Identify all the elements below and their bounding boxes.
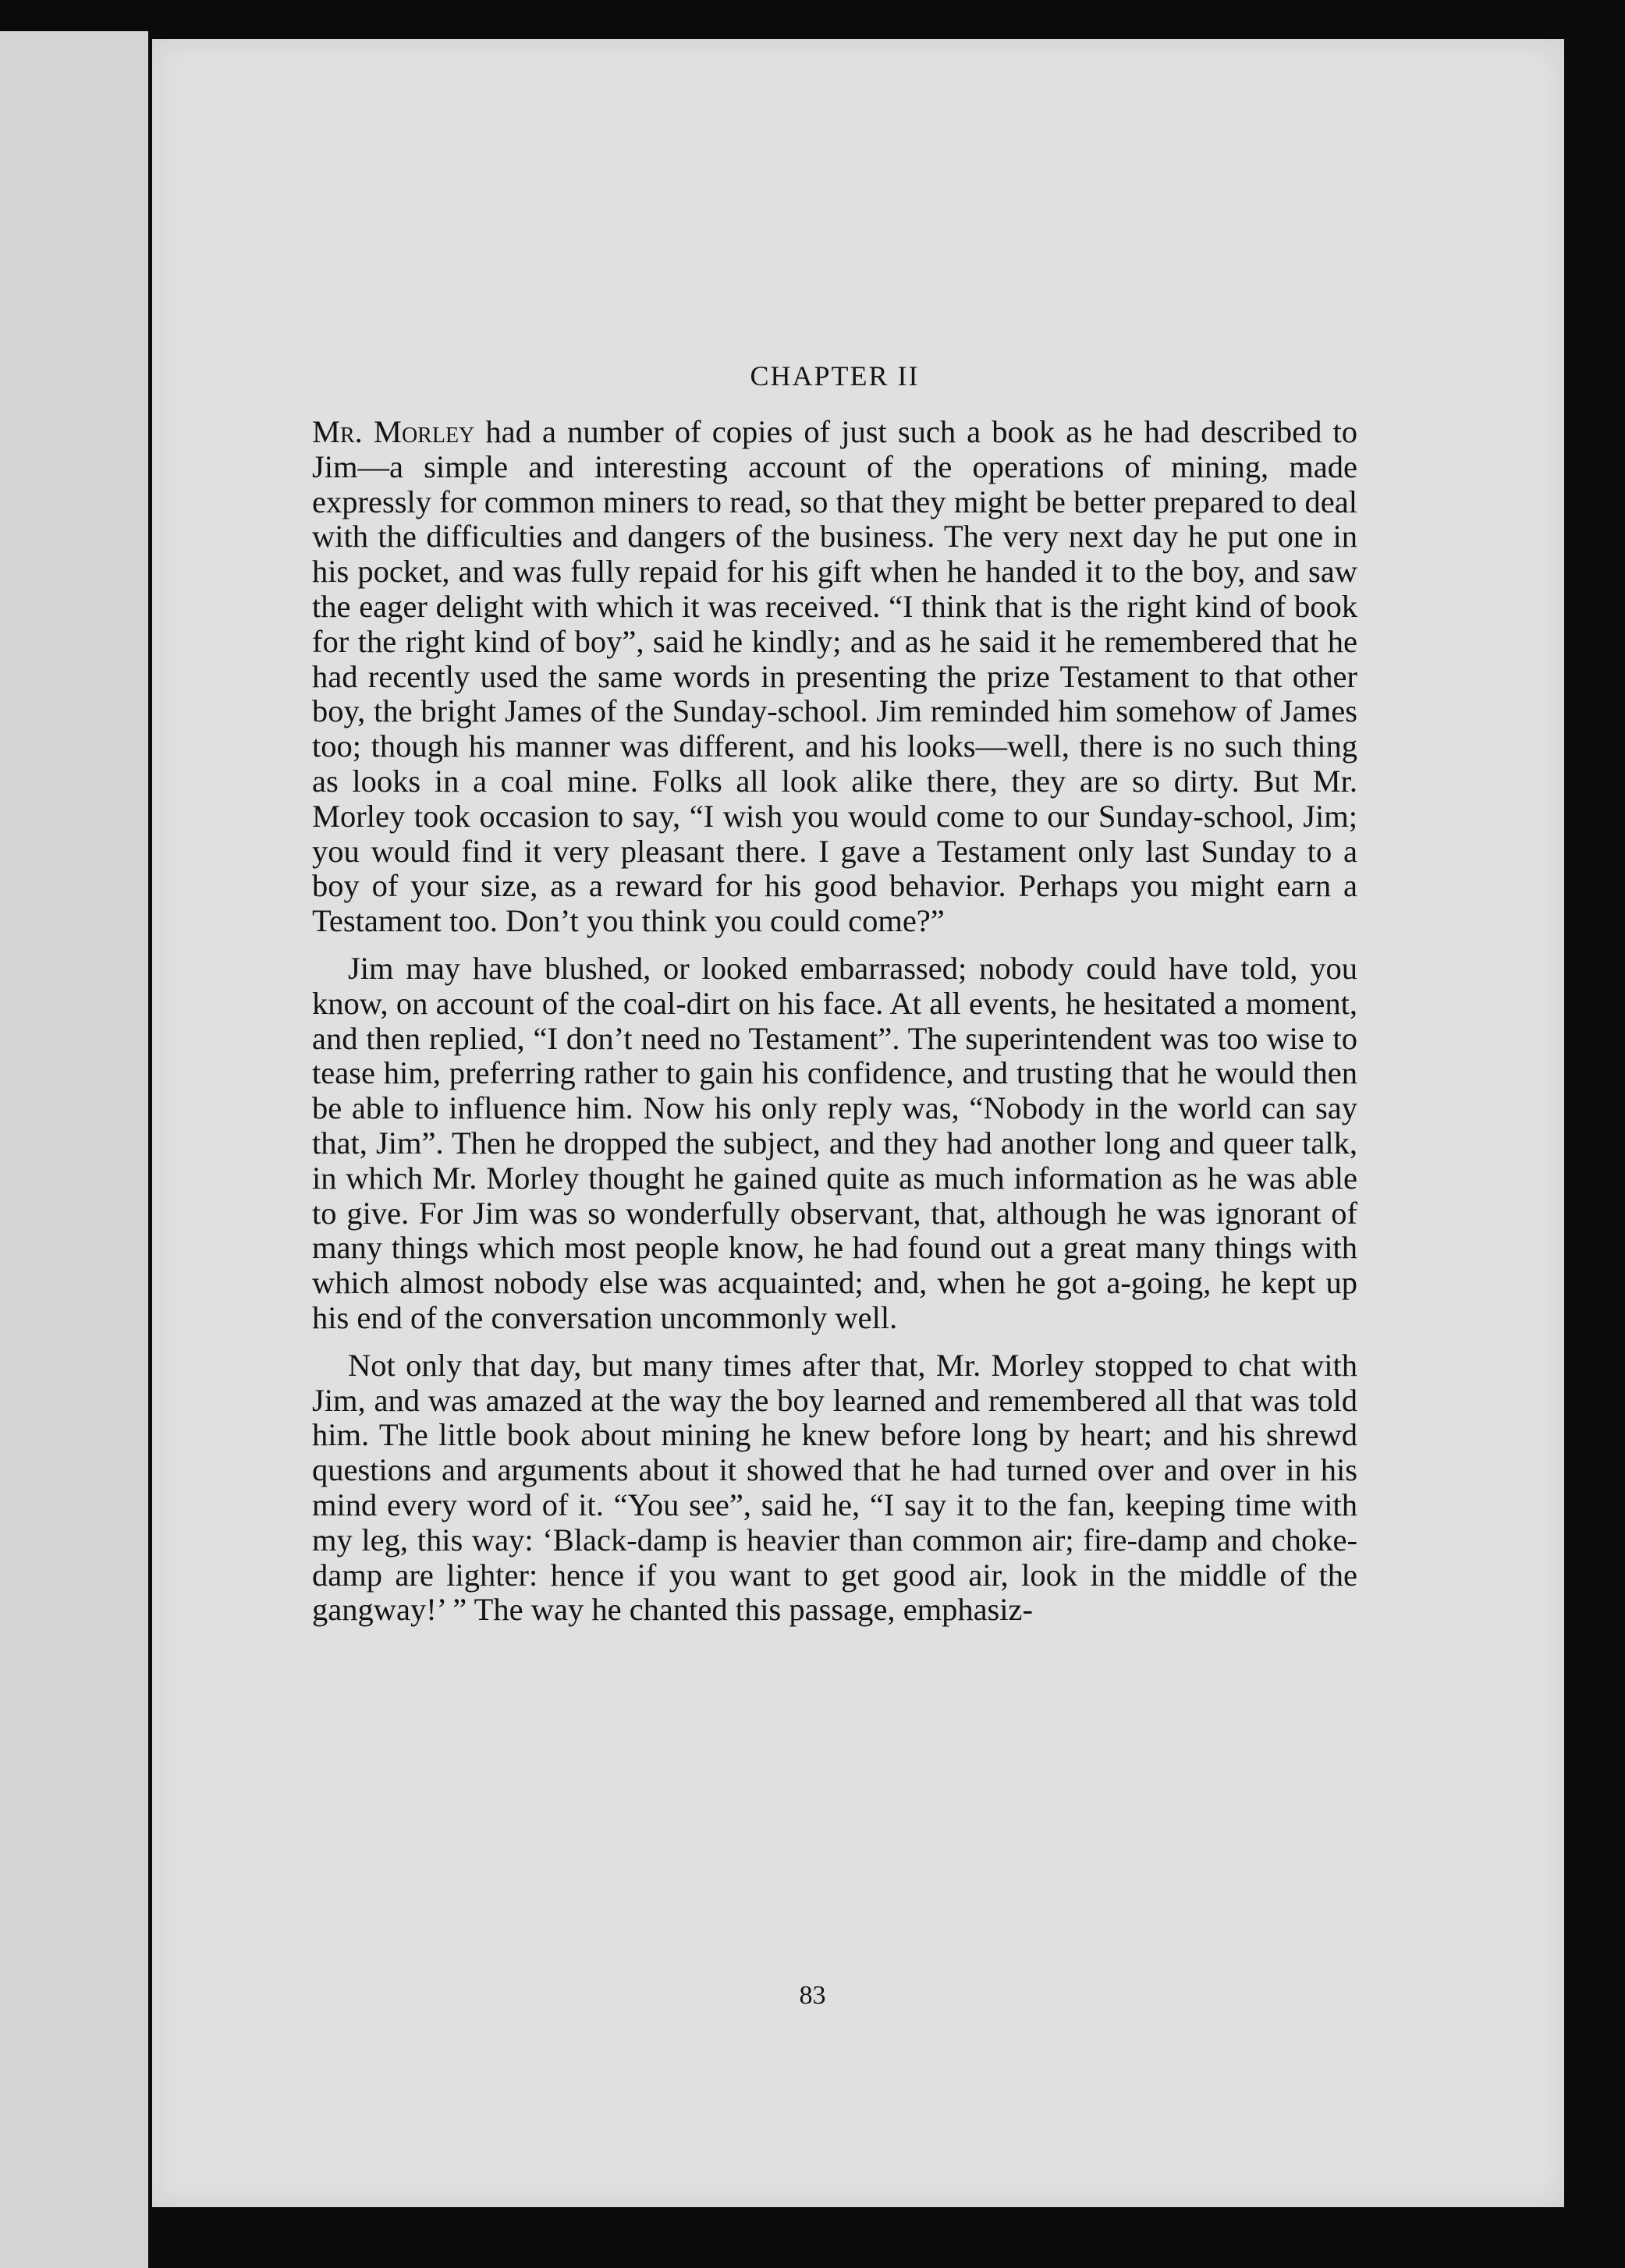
facing-page-edge [0, 31, 148, 2268]
paragraph-1-text: had a number of copies of just such a book as he had described to Jim—a simple and interesting account of the operations of mining, made expressly for common miners to read, so that they might be better prepared to deal with the difficulties and dangers of the business. The very next day he put one in his pocket, and was fully repaid for his gift when he handed it to the boy, and saw the eager delight with which it was received. “I think that is the right kind of book for the right kind of boy”, said he kindly; and as he said it he remembered that he had recently used the same words in presenting the prize Testament to that other boy, the bright James of the Sunday-school. Jim reminded him somehow of James too; though his manner was different, and his looks—well, there is no such thing as looks in a coal mine. Folks all look alike there, they are so dirty. But Mr. Morley took occasion to say, “I wish you would come to our Sunday-school, Jim; you would find it very pleasant there. I gave a Testament only last Sunday to a boy of your size, as a reward for his good behavior. Perhaps you might earn a Testament too. Don’t you think you could come?” [312, 414, 1357, 939]
paragraph-1 [312, 415, 1357, 939]
paragraph-2: Jim may have blushed, or looked embarrassed; nobody could have told, you know, on account of the coal-dirt on his face. At all events, he hesitated a moment, and then replied, “I don’t need no Testament”. The superintendent was too wise to tease him, preferring rather to gain his confidence, and trusting that he would then be able to influence him. Now his only reply was, “Nobody in the world can say that, Jim”. Then he dropped the subject, and they had another long and queer talk, in which Mr. Morley thought he gained quite as much information as he was able to give. For Jim was so wonderfully observant, that, although he was ignorant of many things which most people know, he had found out a great many things with which almost nobody else was acquainted; and, when he got a-going, he kept up his end of the conversation uncommonly well. [312, 950, 1357, 1335]
chapter-heading: CHAPTER II [750, 360, 920, 392]
lead-words: Mr. Morley [312, 414, 475, 449]
paragraph-3: Not only that day, but many times after that, Mr. Morley stopped to chat with Jim, and was amazed at the way the boy learned and remembered all that was told him. The little book about mining he knew before long by heart; and his shrewd questions and arguments about it showed that he had turned over and over in his mind every word of it. “You see”, said he, “I say it to the fan, keeping time with my leg, this way: ‘Black-damp is heavier than common air; fire-damp and choke-damp are lighter: hence if you want to get good air, look in the middle of the gangway!’ ” The way he chanted this passage, emphasiz- [312, 1347, 1357, 1628]
page-number: 83 [799, 1981, 826, 2010]
page-text [312, 359, 1357, 1640]
